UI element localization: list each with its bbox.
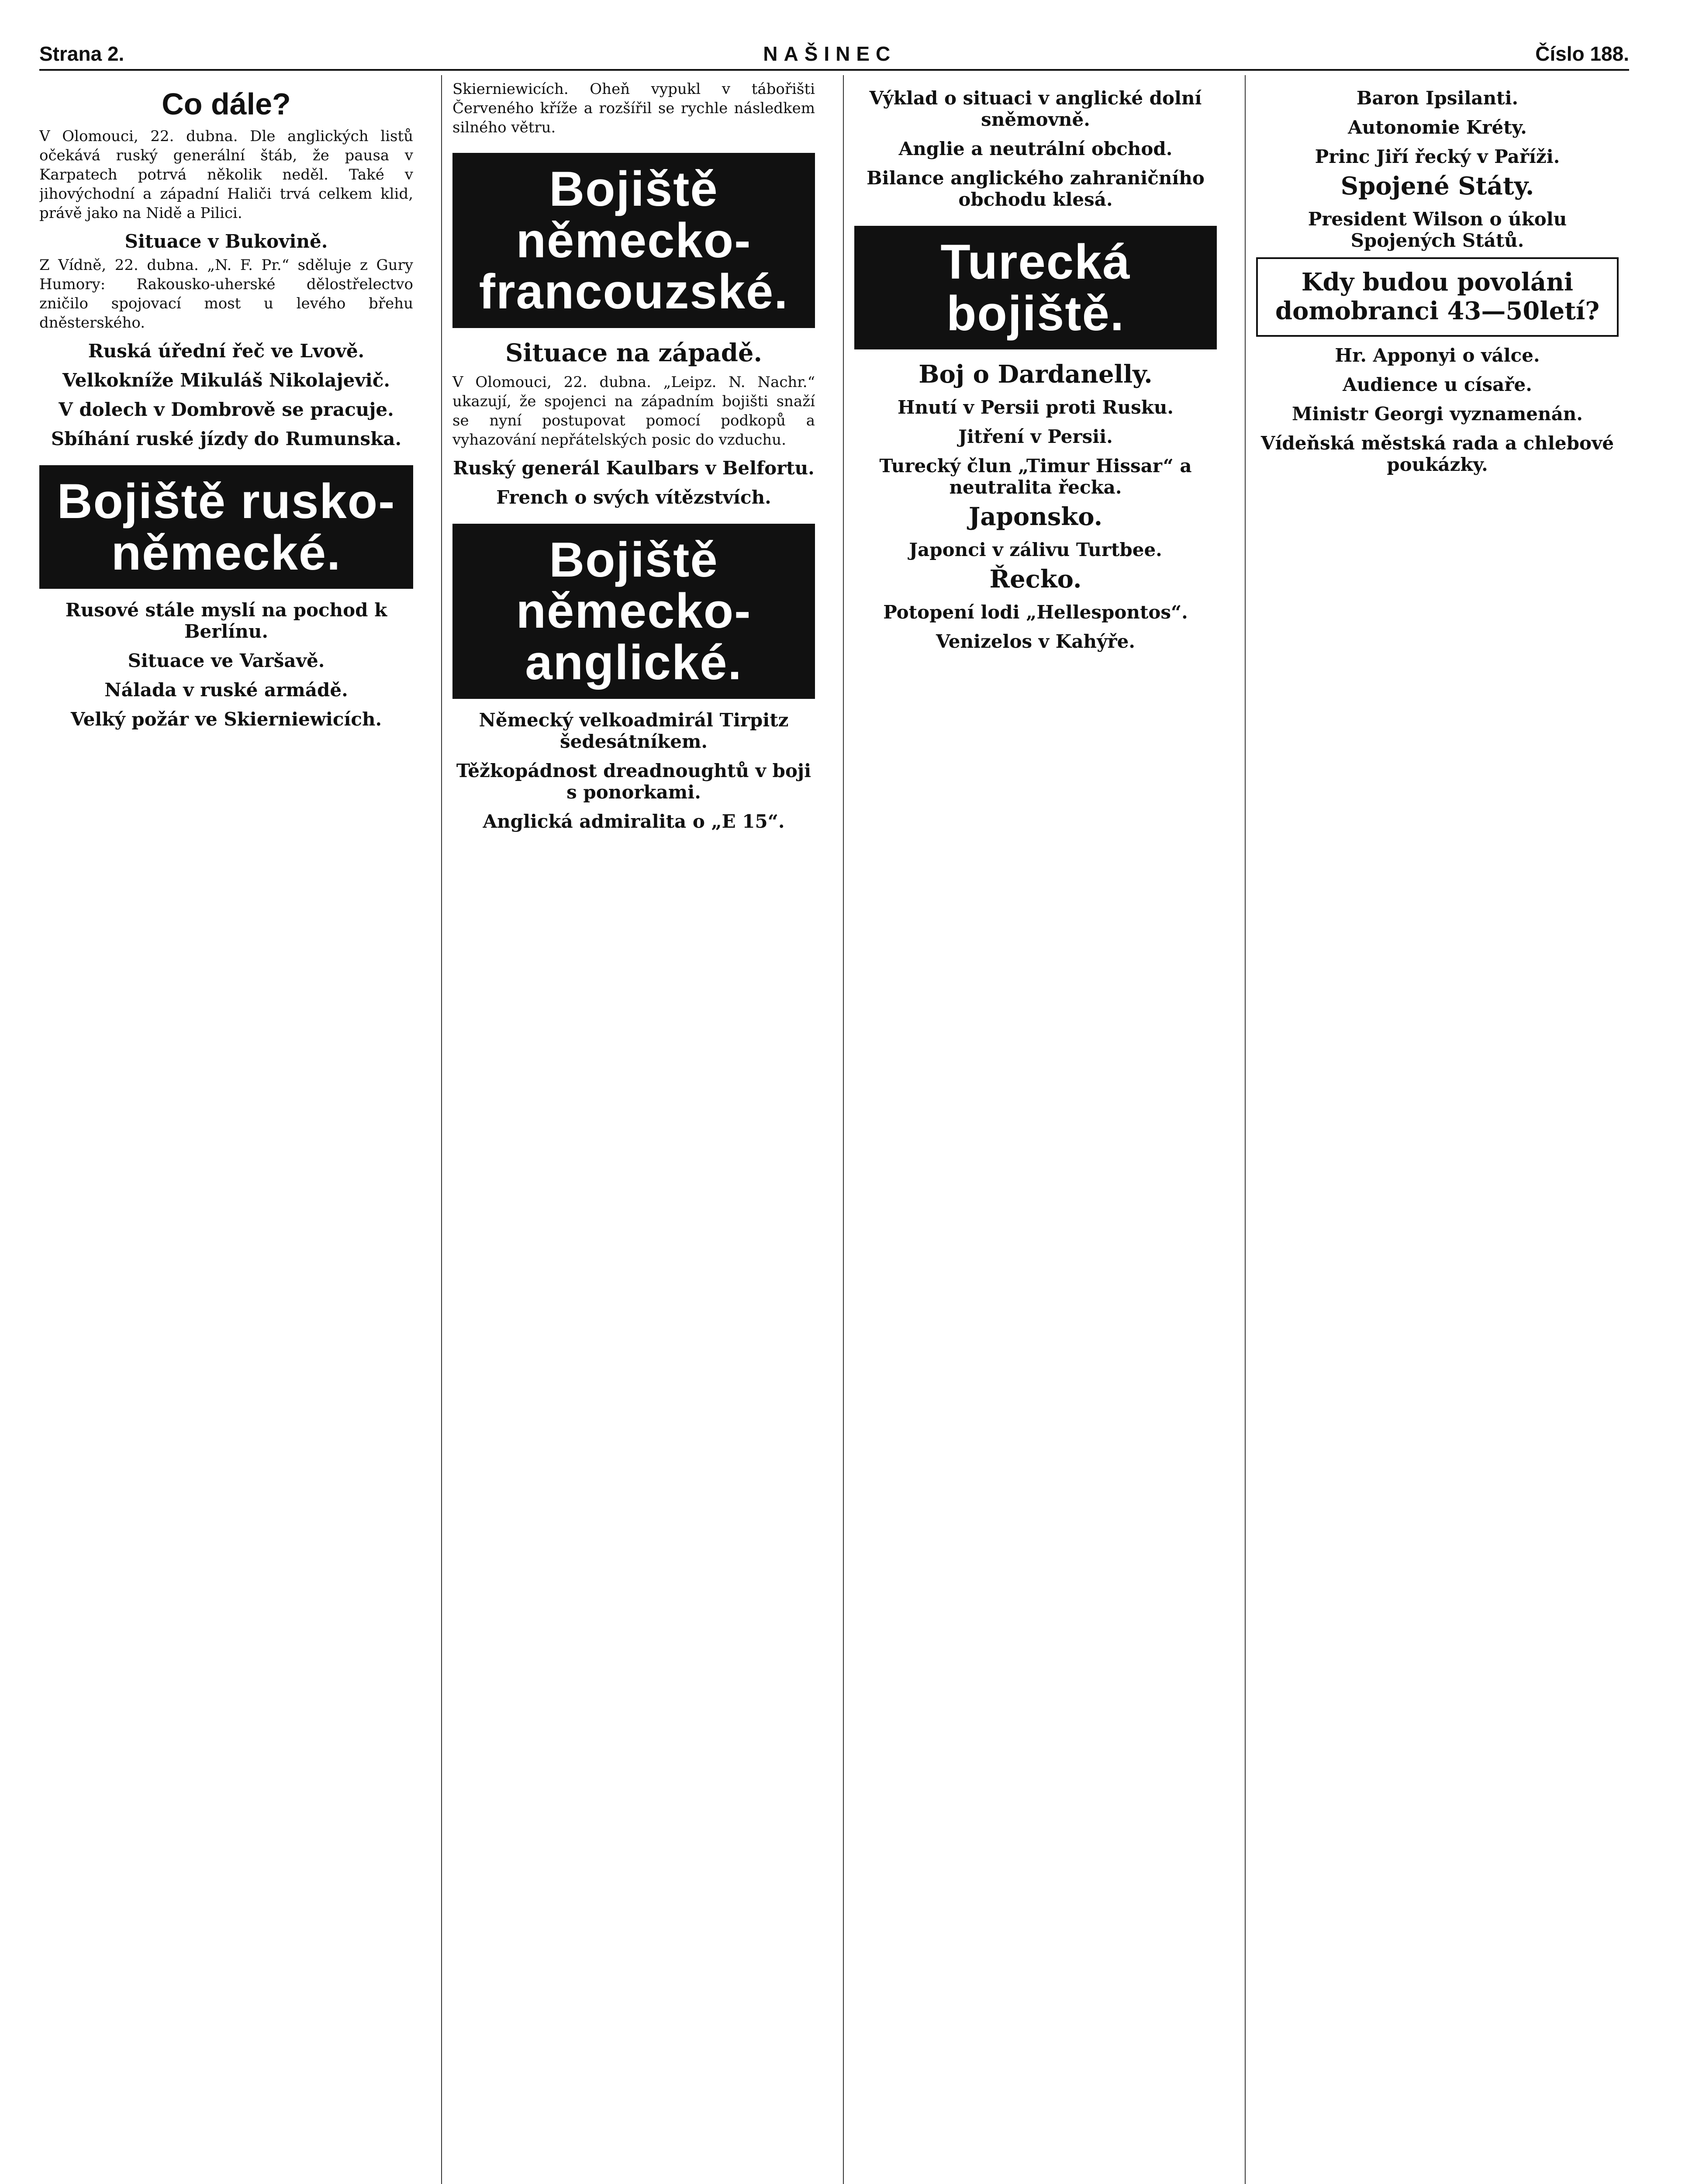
section-heading: Německý velkoadmirál Tirpitz šedesátníkem. — [479, 709, 789, 752]
section-banner: Bojiště německo-francouzské. — [452, 153, 815, 328]
section-heading: French o svých vítězstvích. — [496, 486, 771, 508]
columns — [39, 75, 1629, 2184]
column-3 — [843, 75, 1227, 2184]
section-heading: Japonci v zálivu Turtbee. — [909, 539, 1162, 561]
article-paragraph: Skierniewicích. Oheň vypukl v tábořišti Červeného kříže a rozšířil se rychle následkem silného větru. — [452, 80, 815, 136]
section-title: Řecko. — [989, 565, 1082, 594]
section-title: Spojené Státy. — [1340, 172, 1534, 200]
section-heading: Situace v Bukovině. — [124, 231, 328, 252]
section-heading: V dolech v Dombrově se pracuje. — [59, 399, 394, 420]
section-heading: Audience u císaře. — [1343, 374, 1532, 395]
section-heading: Baron Ipsilanti. — [1356, 87, 1519, 109]
section-heading: Velký požár ve Skierniewicích. — [70, 708, 382, 730]
section-title: Situace na západě. — [505, 338, 763, 367]
section-heading: President Wilson o úkolu Spojených Států. — [1308, 208, 1567, 251]
section-title: Kdy budou povoláni domobranci 43—50letí? — [1275, 268, 1600, 325]
section-banner: Bojiště rusko-německé. — [39, 465, 413, 589]
section-heading: Nálada v ruské armádě. — [104, 679, 348, 701]
newspaper-page — [39, 26, 1629, 2184]
section-banner: Turecká bojiště. — [854, 226, 1217, 349]
section-heading: Velkokníže Mikuláš Nikolajevič. — [62, 370, 390, 391]
section-heading: Výklad o situaci v anglické dolní sněmovně. — [869, 87, 1202, 130]
section-heading: Těžkopádnost dreadnoughtů v boji s ponorkami. — [456, 760, 811, 803]
section-title: Boj o Dardanelly. — [919, 360, 1153, 389]
section-heading: Hr. Apponyi o válce. — [1335, 345, 1540, 366]
column-4 — [1245, 75, 1629, 2184]
section-heading: Anglie a neutrální obchod. — [898, 138, 1173, 159]
section-heading: Ministr Georgi vyznamenán. — [1292, 403, 1583, 425]
section-heading: Potopení lodi „Hellespontos“. — [883, 601, 1188, 623]
article-paragraph: Z Vídně, 22. dubna. „N. F. Pr.“ sděluje z Gury Humory: Rakousko-uherské dělostřelectvo zničilo spojovací most u levého břehu dněsterského. — [39, 256, 413, 332]
section-heading: Vídeňská městská rada a chlebové poukázky. — [1260, 432, 1614, 475]
column-1 — [39, 75, 424, 2184]
section-heading: Situace ve Varšavě. — [128, 650, 325, 672]
section-heading: Autonomie Kréty. — [1348, 117, 1527, 138]
section-heading: Jitření v Persii. — [958, 426, 1113, 448]
section-heading: Anglická admiralita o „E 15“. — [483, 810, 785, 832]
page-label: Strana 2. — [39, 42, 124, 65]
boxed-article — [1256, 257, 1619, 337]
section-heading: Sbíhání ruské jízdy do Rumunska. — [51, 428, 402, 449]
section-heading: Venizelos v Kahýře. — [936, 631, 1135, 653]
section-heading: Ruská úřední řeč ve Lvově. — [88, 340, 365, 362]
issue-number: Číslo 188. — [1535, 42, 1629, 65]
section-banner: Bojiště německo-anglické. — [452, 524, 815, 699]
section-heading: Turecký člun „Timur Hissar“ a neutralita řecka. — [879, 455, 1192, 498]
section-title: Japonsko. — [968, 502, 1103, 532]
newspaper-name: NAŠINEC — [763, 42, 897, 65]
article-paragraph: V Olomouci, 22. dubna. „Leipz. N. Nachr.“ ukazují, že spojenci na západním bojišti snaží se nyní postupovat pomocí podkopů a vyhazování nepřátelských posic do vzduchu. — [452, 373, 815, 449]
section-heading: Ruský generál Kaulbars v Belfortu. — [453, 457, 815, 479]
section-heading: Hnutí v Persii proti Rusku. — [897, 397, 1174, 418]
column-2 — [441, 75, 825, 2184]
article-title: Co dále? — [162, 87, 291, 121]
article-paragraph: V Olomouci, 22. dubna. Dle anglických listů očekává ruský generální štáb, že pausa v Karpatech potrvá několik neděl. Také v jihovýchodní a západní Haliči trvá celkem klid, právě jako na Nidě a Pilici. — [39, 128, 413, 222]
page-header — [39, 26, 1629, 71]
section-heading: Bilance anglického zahraničního obchodu klesá. — [867, 167, 1205, 210]
section-heading: Princ Jiří řecký v Paříži. — [1315, 146, 1560, 167]
section-heading: Rusové stále myslí na pochod k Berlínu. — [65, 599, 387, 643]
